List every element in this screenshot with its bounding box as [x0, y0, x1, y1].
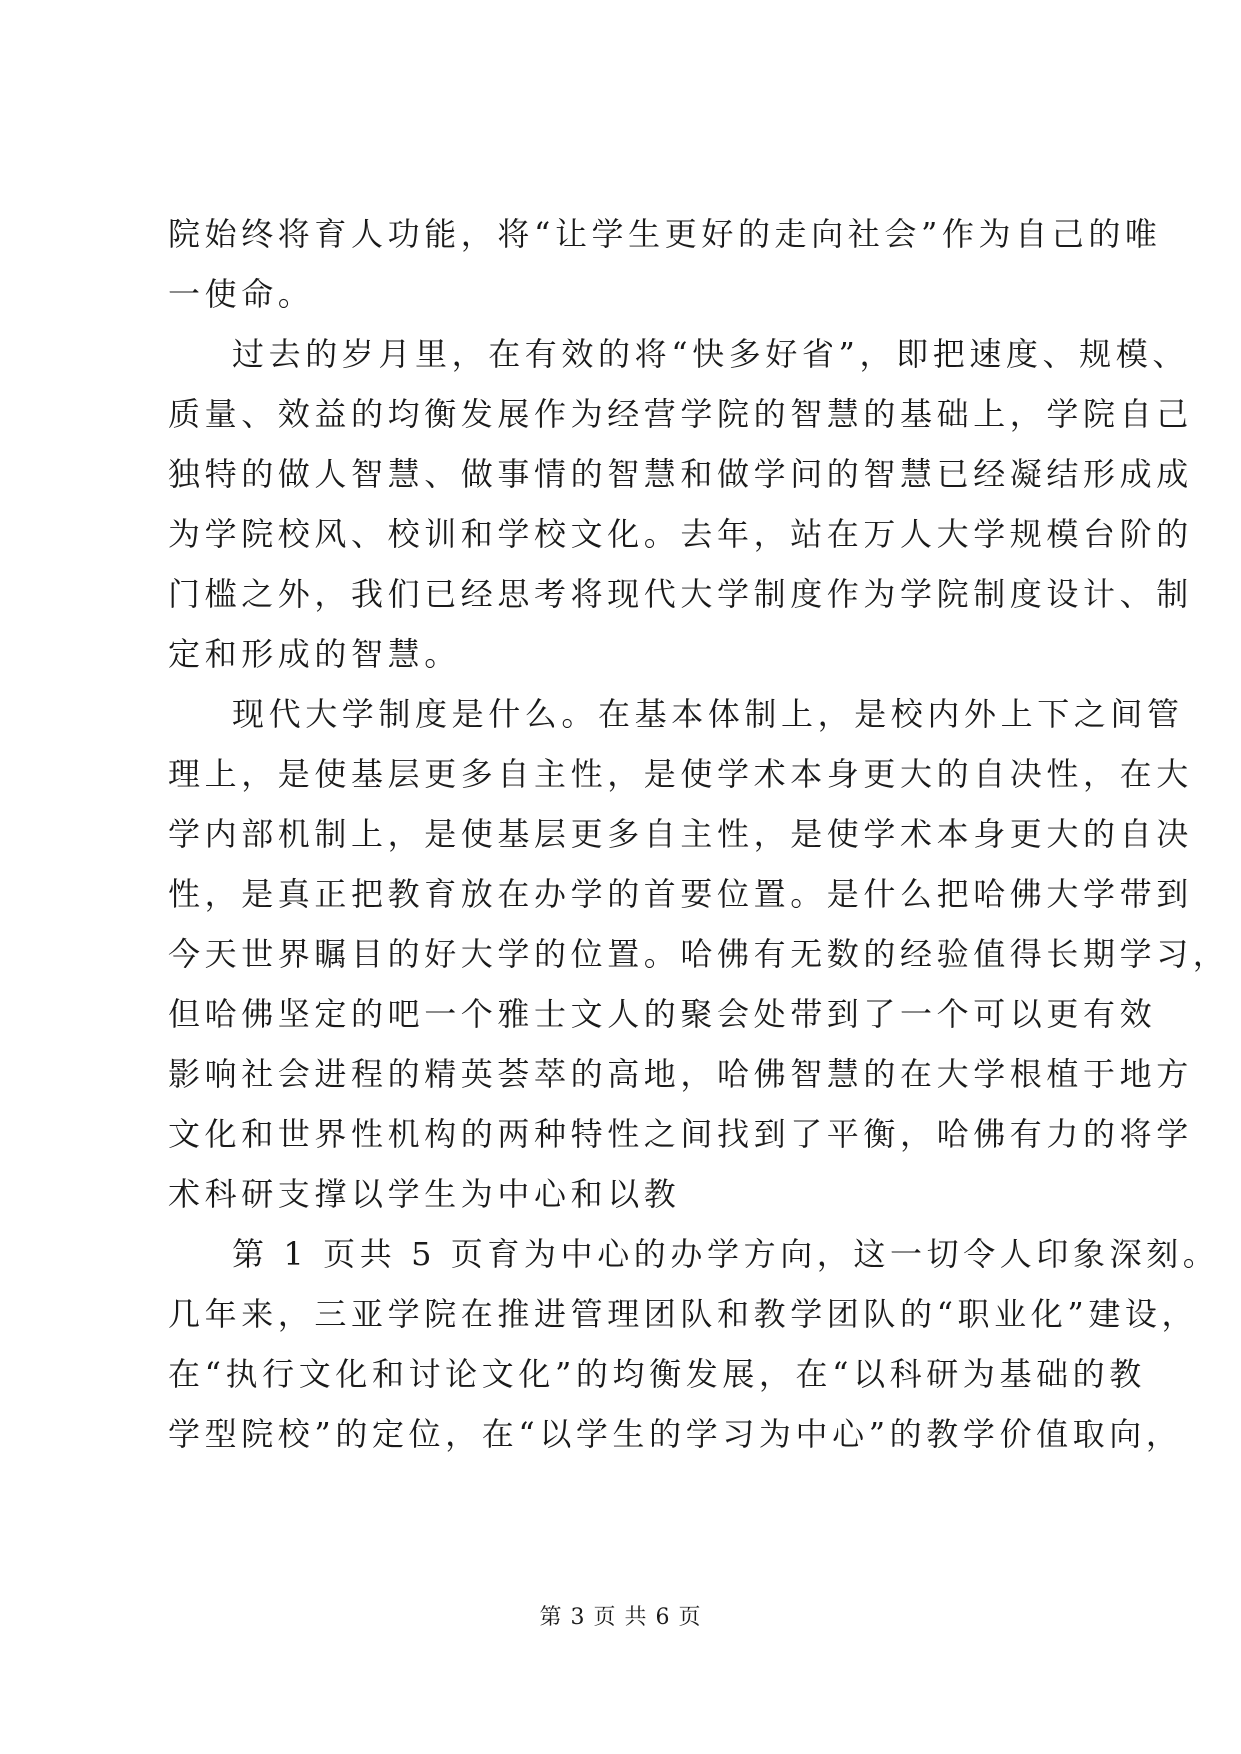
body-line: 学型院校”的定位，在“以学生的学习为中心”的教学价值取向，	[168, 1415, 1183, 1453]
body-line: 学内部机制上，是使基层更多自主性，是使学术本身更大的自决	[168, 815, 1193, 853]
body-line: 术科研支撑以学生为中心和以教	[168, 1175, 681, 1213]
body-line: 独特的做人智慧、做事情的智慧和做学问的智慧已经凝结形成成	[168, 455, 1193, 493]
body-line: 文化和世界性机构的两种特性之间找到了平衡，哈佛有力的将学	[168, 1115, 1193, 1153]
body-line: 但哈佛坚定的吧一个雅士文人的聚会处带到了一个可以更有效	[168, 995, 1157, 1033]
body-line: 理上，是使基层更多自主性，是使学术本身更大的自决性，在大	[168, 755, 1193, 793]
body-line: 质量、效益的均衡发展作为经营学院的智慧的基础上，学院自己	[168, 395, 1193, 433]
body-line: 在“执行文化和讨论文化”的均衡发展，在“以科研为基础的教	[168, 1355, 1146, 1393]
body-line: 一使命。	[168, 275, 315, 313]
body-line: 影响社会进程的精英荟萃的高地，哈佛智慧的在大学根植于地方	[168, 1055, 1193, 1093]
body-line: 现代大学制度是什么。在基本体制上，是校内外上下之间管	[232, 695, 1184, 733]
body-line: 第 1 页共 5 页育为中心的办学方向，这一切令人印象深刻。	[232, 1235, 1220, 1273]
body-line: 院始终将育人功能，将“让学生更好的走向社会”作为自己的唯	[168, 215, 1162, 253]
body-line: 性，是真正把教育放在办学的首要位置。是什么把哈佛大学带到	[168, 875, 1193, 913]
body-line: 门槛之外，我们已经思考将现代大学制度作为学院制度设计、制	[168, 575, 1193, 613]
body-line: 今天世界瞩目的好大学的位置。哈佛有无数的经验值得长期学习，	[168, 935, 1230, 973]
body-line: 定和形成的智慧。	[168, 635, 461, 673]
page-footer: 第 3 页 共 6 页	[539, 1605, 702, 1630]
body-line: 为学院校风、校训和学校文化。去年，站在万人大学规模台阶的	[168, 515, 1193, 553]
body-line: 过去的岁月里，在有效的将“快多好省”，即把速度、规模、	[232, 335, 1189, 373]
body-line: 几年来，三亚学院在推进管理团队和教学团队的“职业化”建设，	[168, 1295, 1199, 1333]
